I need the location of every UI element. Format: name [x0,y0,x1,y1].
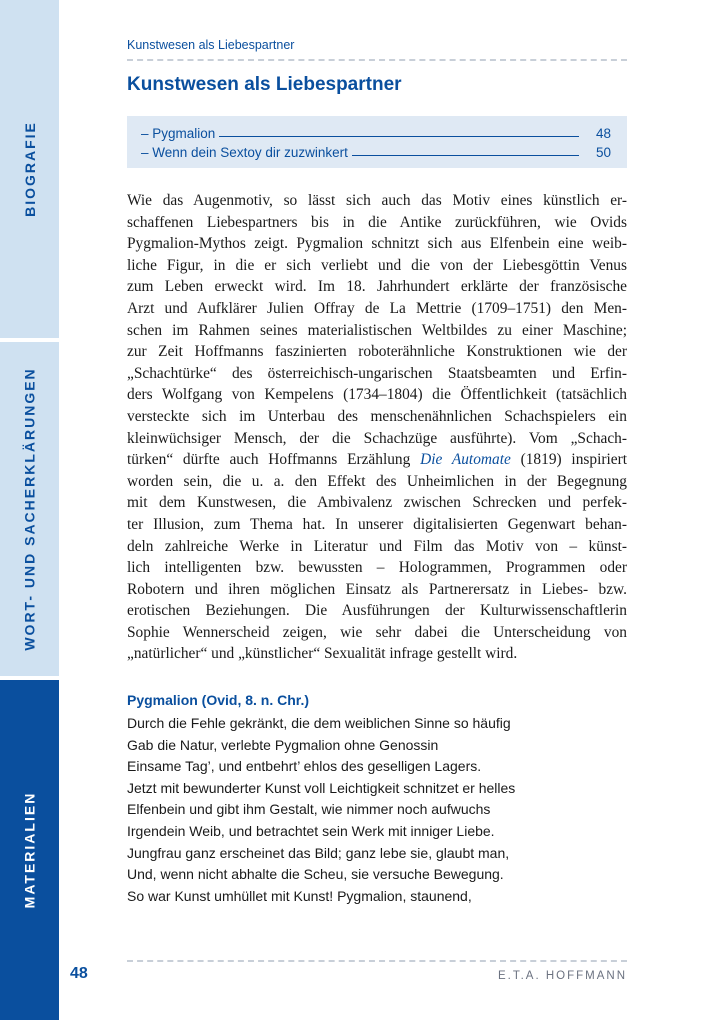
tab-wort-und-sacherklaerungen[interactable] [0,342,59,676]
tab-label: MATERIALIEN [21,791,38,909]
poem-verse: Einsame Tag’, und entbehrt’ ehlos des geselligen Lagers. [127,758,482,775]
toc-entry-title: – Wenn dein Sextoy dir zuzwinkert [141,145,348,160]
body-line: Wie das Augenmotiv, so lässt sich auch das Motiv eines künstlich er- [127,192,627,209]
running-head: Kunstwesen als Liebespartner [127,38,295,52]
body-line: schaffenen Liebespartners bis in die Antike zurückführen, wie Ovids [127,213,627,231]
work-title: Die Automate [420,451,511,469]
body-line: deln zahlreiche Werke in Literatur und Film das Motiv von – künst- [127,537,627,555]
body-text-span: (1819) inspiriert [510,451,627,469]
body-line: versteckte sich im Unterbau des menschenähnlichen Schachspielers ein [127,407,627,425]
body-line: Pygmalion-Mythos zeigt. Pygmalion schnitzt sich aus Elfenbein eine weib- [127,235,627,253]
poem-verse: Gab die Natur, verlebte Pygmalion ohne Genossin [127,736,439,753]
header-divider [127,59,627,61]
body-line: Arzt und Aufklärer Julien Offray de La Mettrie (1709–1751) den Men- [127,299,627,317]
footer-author: E.T.A. HOFFMANN [497,970,627,982]
toc-leader [352,155,579,156]
poem-verse: Jungfrau ganz erscheinet das Bild; ganz lebe sie, glaubt man, [127,844,510,861]
body-line: kleinwüchsiger Mensch, der die Schachzüge ausführte). Vom „Schach- [127,429,627,447]
body-line [127,449,627,471]
body-line: mit dem Kunstwesen, die Ambivalenz zwischen Schrecken und perfek- [127,494,627,512]
body-line: zum Leben erweckt wird. Im 18. Jahrhundert erklärte der französische [127,278,627,296]
body-line: zur Zeit Hoffmanns faszinierten roboterähnliche Konstruktionen wie der [127,343,627,361]
poem-verse: Irgendein Weib, und betrachtet sein Werk mit inniger Liebe. [127,822,495,839]
toc-entry-page: 48 [595,126,611,141]
body-text-span: türken“ dürfte auch Hoffmanns Erzählung [127,451,421,469]
tab-label: WORT- UND SACHERKLÄRUNGEN [21,367,38,651]
toc-entry-title: – Pygmalion [141,126,216,141]
body-line: Sophie Wennerscheid zeigen, wie sehr dabei die Unterscheidung von [127,623,627,641]
body-line: Robotern und ihren möglichen Einsatz als Partnerersatz in Liebes- bzw. [127,580,627,598]
body-line: ter Illusion, zum Thema hat. In unserer digitalisierten Gegenwart behan- [127,515,627,533]
body-line: liche Figur, in die er sich verliebt und die von der Liebesgöttin Venus [127,256,627,274]
section-title: Kunstwesen als Liebespartner [127,74,402,95]
toc-entry[interactable] [141,142,611,160]
toc-leader [219,136,579,137]
poem-verse: Und, wenn nicht abhalte die Scheu, sie versuche Bewegung. [127,866,504,883]
toc-entry[interactable] [141,123,611,141]
poem-verse: So war Kunst umhüllet mit Kunst! Pygmalion, staunend, [127,887,472,904]
body-line: lich intelligenten bzw. bewussten – Hologrammen, Programmen oder [127,559,627,577]
body-line: worden sein, die u. a. den Effekt des Unheimlichen in der Begegnung [127,472,627,490]
body-line: ders Wolfgang von Kempelens (1734–1804) die Öffentlichkeit (tatsächlich [127,386,627,404]
sidebar [0,0,59,1020]
tab-label: BIOGRAFIE [21,121,38,217]
body-line: „Schachtürke“ des österreichisch-ungarischen Staatsbeamten und Erfin- [127,364,627,382]
poem-verse: Durch die Fehle gekränkt, die dem weiblichen Sinne so häufig [127,715,511,731]
contents-box [127,116,627,168]
body-line: erotischen Beziehungen. Die Ausführungen der Kulturwissenschaftlerin [127,602,627,620]
page-number: 48 [70,965,88,982]
body-line: „natürlicher“ und „künstlicher“ Sexualität infrage gestellt wird. [127,645,518,663]
poem-verse: Jetzt mit bewunderter Kunst voll Leichtigkeit schnitzet er helles [127,779,516,796]
body-paragraph [127,190,627,665]
tab-biografie[interactable] [0,0,59,338]
poem-verse: Elfenbein und gibt ihm Gestalt, wie nimmer noch aufwuchs [127,801,491,818]
footer-divider [127,960,627,962]
body-line: schen im Rahmen seines materialistischen Weltbildes zu einer Maschine; [127,321,627,339]
toc-entry-page: 50 [595,145,611,160]
poem-title: Pygmalion (Ovid, 8. n. Chr.) [127,692,310,708]
tab-materialien[interactable] [0,680,59,1020]
poem [127,713,515,907]
